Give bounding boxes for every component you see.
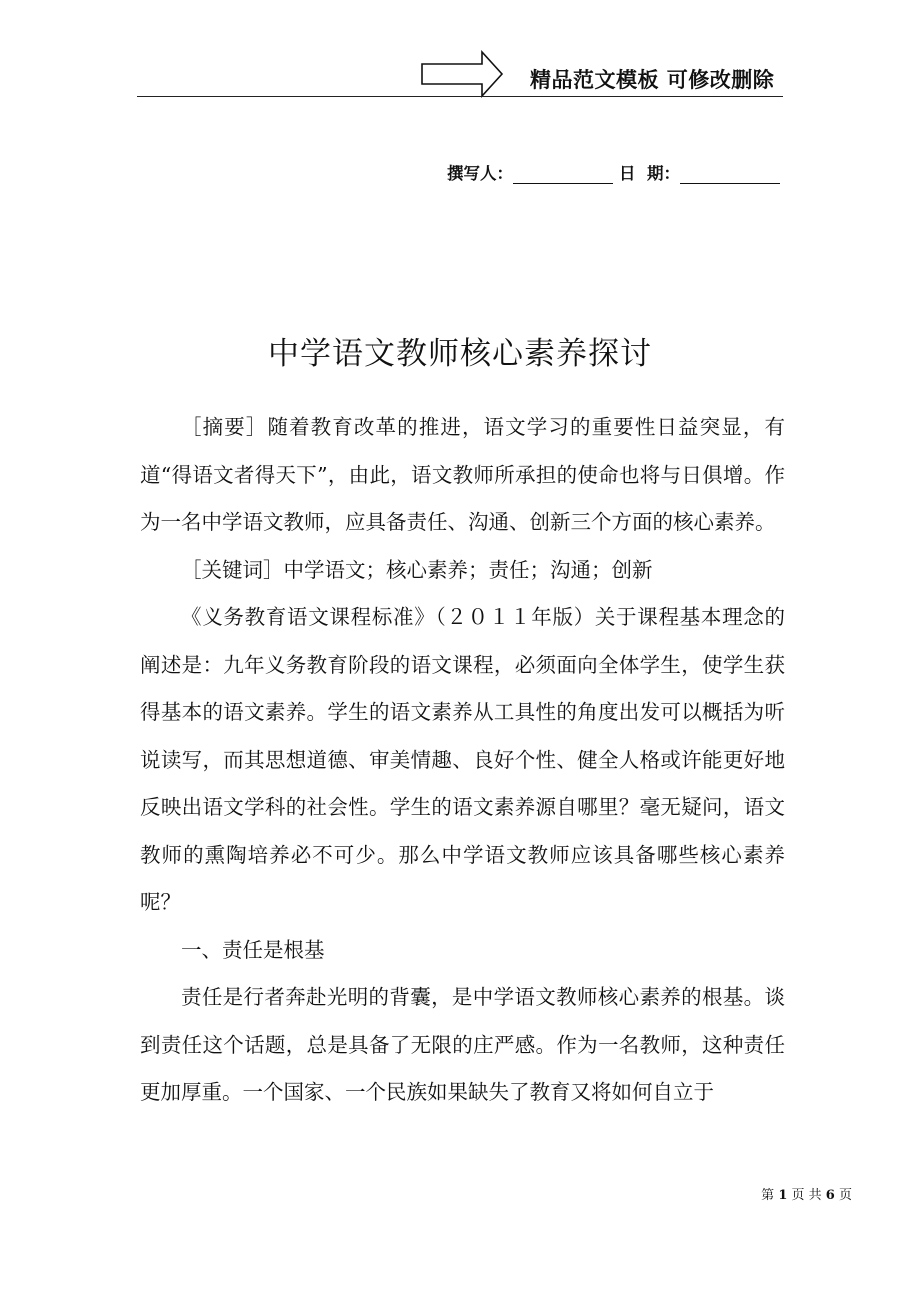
header-banner-text: 精品范文模板 可修改删除 xyxy=(530,68,775,92)
abstract-paragraph: ［摘要］随着教育改革的推进，语文学习的重要性日益突显，有道“得语文者得天下”，由此，语文教师所承担的使命也将与日俱增。作为一名中学语文教师，应具备责任、沟通、创新三个方面的核心素养。 xyxy=(140,415,785,534)
date-blank xyxy=(680,165,780,184)
footer-prefix: 第 xyxy=(761,1188,775,1203)
body-paragraph: 责任是行者奔赴光明的背囊，是中学语文教师核心素养的根基。谈到责任这个话题，总是具备了无限的庄严感。作为一名教师，这种责任更加厚重。一个国家、一个民族如果缺失了教育又将如何自立于 xyxy=(140,985,785,1104)
document-title: 中学语文教师核心素养探讨 xyxy=(268,336,652,372)
date-label: 日 期： xyxy=(619,164,680,183)
author-label: 撰写人： xyxy=(447,164,513,183)
footer-total-pages: 6 xyxy=(825,1188,835,1203)
body-paragraph: 《义务教育语文课程标准》（２０１１年版）关于课程基本理念的阐述是：九年义务教育阶段的语文课程，必须面向全体学生，使学生获得基本的语文素养。学生的语文素养从工具性的角度出发可以概括为听说读写，而其思想道德、审美情趣、良好个性、健全人格或许能更好地反映出语文学科的社会性。学生的语文素养源自哪里？毫无疑问，语文教师的熏陶培养必不可少。那么中学语文教师应该具备哪些核心素养呢？ xyxy=(140,605,785,914)
header-divider xyxy=(137,96,783,97)
keywords-paragraph: ［关键词］中学语文；核心素养；责任；沟通；创新 xyxy=(181,557,653,582)
document-body xyxy=(140,404,785,1117)
author-blank xyxy=(513,165,613,184)
right-arrow-outline-icon xyxy=(420,50,504,98)
footer-middle: 页 共 xyxy=(791,1188,822,1203)
footer-suffix: 页 xyxy=(838,1188,852,1203)
footer-page-number: 1 xyxy=(778,1188,788,1203)
page-footer xyxy=(761,1184,852,1203)
author-date-line xyxy=(447,160,782,184)
section-heading: 一、责任是根基 xyxy=(181,937,325,962)
